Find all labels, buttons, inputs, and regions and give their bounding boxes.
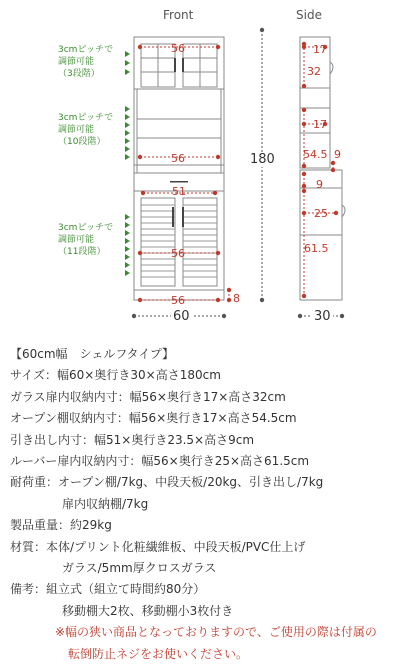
dim-total-width: 60 xyxy=(173,309,190,324)
spec-weight: 製品重量：約29kg xyxy=(10,518,112,533)
note-line: （3段階） xyxy=(58,69,100,79)
adjust-note-bottom xyxy=(58,222,124,258)
dim-mid-inner-width: 56 xyxy=(171,152,185,165)
spec-load: 耐荷重：オープン棚/7kg、中段天板/20kg、引き出し/7kg xyxy=(10,475,324,490)
spec-open-inner: オープン棚収納内寸：幅56×奥行き17×高さ54.5cm xyxy=(10,411,297,426)
dim-side-base-gap: 9 xyxy=(334,148,341,161)
note-line: 3cmピッチで xyxy=(58,223,114,233)
spec-warning-cont: 転倒防止ネジをお使いください。 xyxy=(68,646,249,661)
note-line: （11段階） xyxy=(58,247,106,257)
handle-icon xyxy=(174,58,176,72)
dim-lower-inner-width: 56 xyxy=(171,247,185,260)
spec-material-cont: ガラス/5mm厚クロスガラス xyxy=(62,561,217,576)
dim-bottom-height: 8 xyxy=(233,292,240,305)
note-line: 調節可能 xyxy=(58,125,95,135)
front-view-label: Front xyxy=(163,8,194,22)
spec-list xyxy=(10,344,415,665)
dim-side-top-height: 32 xyxy=(307,65,321,78)
spec-remarks: 備考：組立式（組立て時間約80分） xyxy=(10,582,206,597)
spec-load-cont: 扉内収納棚/7kg xyxy=(62,496,149,511)
dim-side-lower-height: 61.5 xyxy=(304,242,329,255)
dim-side-lower-depth: 25 xyxy=(314,207,328,220)
note-line: （10段階） xyxy=(58,137,106,147)
dim-total-height: 180 xyxy=(250,152,275,167)
spec-glass-inner: ガラス扉内収納内寸：幅56×奥行き17×高さ32cm xyxy=(10,389,286,404)
spec-size: サイズ：幅60×奥行き30×高さ180cm xyxy=(10,368,221,383)
dim-side-mid-height: 54.5 xyxy=(303,148,328,161)
note-line: 調節可能 xyxy=(58,57,95,67)
dim-bottom-inner-width: 56 xyxy=(171,294,185,307)
dim-drawer-width: 51 xyxy=(172,185,186,198)
spec-material: 材質：本体/プリント化粧繊維板、中段天板/PVC仕上げ xyxy=(10,539,306,554)
dim-side-drawer-height: 9 xyxy=(316,178,323,191)
spec-title: 【60cm幅 シェルフタイプ】 xyxy=(10,347,174,361)
spec-drawer-inner: 引き出し内寸：幅51×奥行き23.5×高さ9cm xyxy=(10,432,255,447)
spec-warning: ※幅の狭い商品となっておりますので、ご使用の際は付属の xyxy=(55,625,377,640)
adjust-note-middle xyxy=(58,112,124,148)
dim-side-mid-depth: 17 xyxy=(313,118,327,131)
spec-remarks-cont: 移動棚大2枚、移動棚小3枚付き xyxy=(62,603,234,618)
note-line: 3cmピッチで xyxy=(58,45,114,55)
note-line: 調節可能 xyxy=(58,235,95,245)
dim-top-inner-width: 56 xyxy=(171,42,185,55)
side-view-label: Side xyxy=(296,8,322,22)
note-line: 3cmピッチで xyxy=(58,113,114,123)
adjust-note-top xyxy=(58,44,124,80)
dim-side-top-depth: 17 xyxy=(313,43,327,56)
spec-louver-inner: ルーバー扉内収納内寸：幅56×奥行き25×高さ61.5cm xyxy=(10,454,310,469)
dim-total-depth: 30 xyxy=(314,309,331,324)
